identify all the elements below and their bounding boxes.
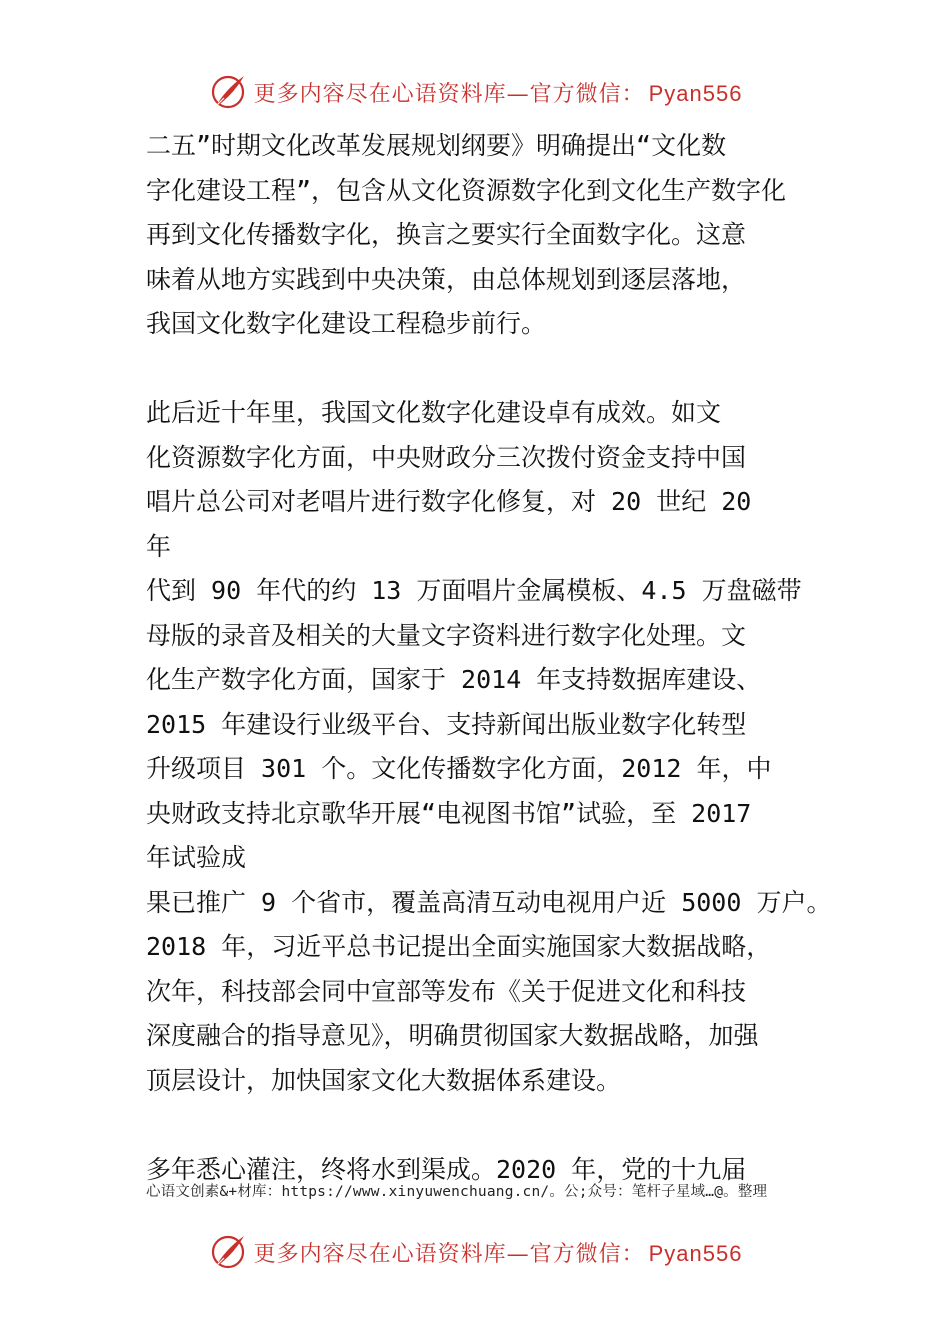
document-body [146,124,832,1192]
text-line: 化生产数字化方面，国家于 2014 年支持数据库建设、 [146,665,762,694]
quill-pen-icon [208,72,248,112]
header-banner [0,70,950,114]
text-line: 2018 年，习近平总书记提出全面实施国家大数据战略， [146,932,772,961]
text-line: 次年，科技部会同中宣部等发布《关于促进文化和科技 [146,976,747,1006]
text-line: 母版的录音及相关的大量文字资料进行数字化处理。文 [146,620,747,650]
text-line: 年 [146,531,172,561]
text-line: 再到文化传播数字化，换言之要实行全面数字化。这意 [146,220,747,249]
text-line: 年试验成 [146,843,247,872]
quill-pen-icon [208,1232,248,1272]
text-line: 央财政支持北京歌华开展“电视图书馆”试验，至 2017 [146,798,752,828]
text-line: 果已推广 9 个省市，覆盖高清互动电视用户近 5000 万户。 [146,887,832,917]
paragraph [146,124,826,347]
text-line: 多年悉心灌注，终将水到渠成。2020 年，党的十九届 [146,1154,747,1184]
banner-text: 更多内容尽在心语资料库—官方微信： Pyan556 [253,1240,743,1267]
text-line: 2015 年建设行业级平台、支持新闻出版业数字化转型 [146,709,747,739]
wechat-handle: Pyan556 [648,80,743,106]
text-line: 此后近十年里，我国文化数字化建设卓有成效。如文 [146,398,722,427]
banner-content [208,1232,743,1272]
text-line: 我国文化数字化建设工程稳步前行。 [146,309,547,338]
text-line: 字化建设工程”，包含从文化资源数字化到文化生产数字化 [146,175,787,205]
wechat-handle: Pyan556 [648,1240,743,1266]
text-line: 唱片总公司对老唱片进行数字化修复，对 20 世纪 20 [146,487,752,516]
banner-content [208,72,743,112]
text-line: 化资源数字化方面，中央财政分三次拨付资金支持中国 [146,442,747,472]
text-line: 味着从地方实践到中央决策，由总体规划到逐层落地， [146,264,747,294]
footer-banner [0,1230,950,1274]
text-line: 二五”时期文化改革发展规划纲要》明确提出“文化数 [146,131,727,160]
paragraph-gap [146,1103,826,1148]
banner-text: 更多内容尽在心语资料库—官方微信： Pyan556 [253,80,743,107]
text-line: 代到 90 年代的约 13 万面唱片金属模板、4.5 万盘磁带 [146,576,802,605]
paragraph-gap [146,347,826,392]
paragraph [146,391,832,1103]
text-line: 深度融合的指导意见》，明确贯彻国家大数据战略，加强 [146,1021,759,1050]
text-line: 顶层设计，加快国家文化大数据体系建设。 [146,1065,622,1095]
text-line: 升级项目 301 个。文化传播数字化方面，2012 年，中 [146,754,772,783]
footer-note: 心语文创素&+材库：https://www.xinyuwenchuang.cn/。公;众号：笔杆子星域…@。整理 [146,1184,768,1200]
